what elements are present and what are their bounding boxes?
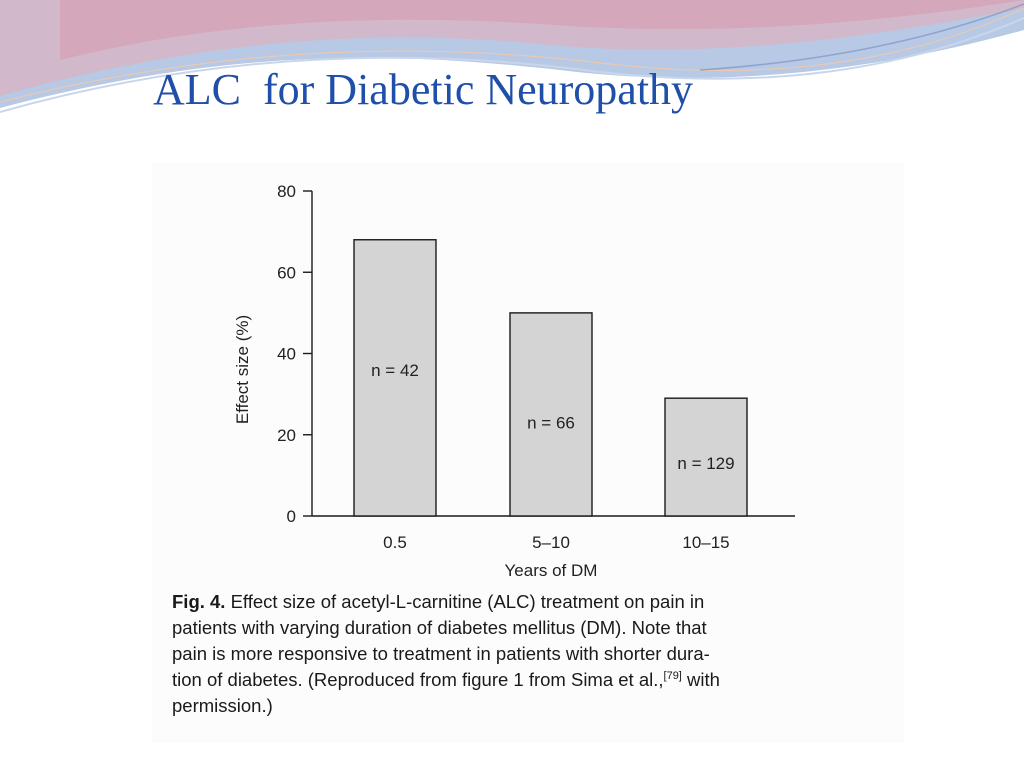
bar-n-label: n = 66 xyxy=(527,413,575,433)
bar-n-label: n = 42 xyxy=(371,360,419,380)
caption-line-1: Effect size of acetyl-L-carnitine (ALC) treatment on pain in xyxy=(230,591,705,612)
caption-line-4: tion of diabetes. (Reproduced from figure 1 from Sima et al., xyxy=(172,669,664,690)
slide-title: ALC for Diabetic Neuropathy xyxy=(153,65,694,114)
caption-line-2: patients with varying duration of diabetes mellitus (DM). Note that xyxy=(172,617,707,638)
y-tick-label: 60 xyxy=(277,263,296,283)
figure-panel xyxy=(152,163,904,743)
figure-caption xyxy=(172,589,862,719)
caption-line-4-end: with xyxy=(681,669,720,690)
x-tick-label: 0.5 xyxy=(383,533,407,552)
y-tick-label: 40 xyxy=(277,344,296,364)
y-tick-label: 0 xyxy=(286,507,296,526)
x-tick-label: 5–10 xyxy=(532,533,570,552)
figure-label: Fig. 4. xyxy=(172,591,226,612)
chart-labels xyxy=(233,182,735,580)
bar-n-label: n = 129 xyxy=(677,454,735,474)
x-tick-label: 10–15 xyxy=(682,533,730,552)
y-tick-label: 80 xyxy=(277,182,296,201)
caption-reference: [79] xyxy=(663,669,682,682)
caption-line-5: permission.) xyxy=(172,695,273,716)
x-axis-title: Years of DM xyxy=(504,561,598,580)
y-tick-label: 20 xyxy=(277,425,296,445)
bar-chart xyxy=(152,163,904,583)
caption-line-3: pain is more responsive to treatment in patients with shorter dura- xyxy=(172,643,710,664)
y-axis-title: Effect size (%) xyxy=(233,314,252,425)
